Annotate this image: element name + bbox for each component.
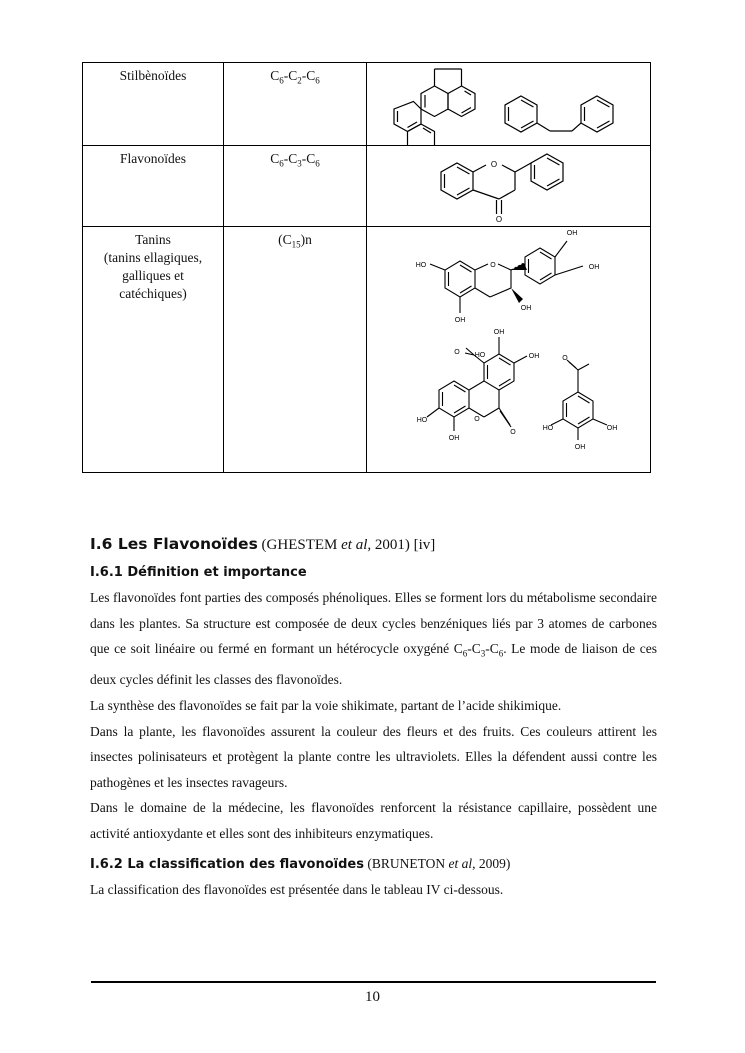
svg-text:OH: OH (493, 329, 505, 336)
section-heading: I.6 Les Flavonoïdes (GHESTEM et al, 2001) [iv] (90, 535, 436, 553)
table-row (83, 63, 651, 146)
svg-text:HO: HO (474, 352, 486, 359)
skeleton-cell (224, 63, 367, 146)
svg-text:O: O (495, 215, 503, 224)
svg-text:O: O (562, 355, 568, 362)
svg-text:O: O (510, 429, 516, 436)
class-name: Tanins (tanins ellagiques, galliques et catéchiques) (103, 232, 203, 301)
carbon-skeleton: $C_6-C_2-C_6$ (270, 68, 320, 86)
class-name-cell (83, 146, 224, 227)
flavonoid-structure-drawing (367, 146, 650, 226)
body-content (90, 533, 657, 902)
paragraph-synthesis: La synthèse des flavonoïdes se fait par la voie shikimate, partant de l’acide shikimique. (90, 698, 562, 714)
skeleton-cell (224, 146, 367, 227)
polyphenol-classes-table (82, 62, 651, 473)
skeleton-cell (224, 227, 367, 473)
page-number: 10 (365, 989, 380, 1005)
svg-text:OH: OH (454, 317, 466, 324)
svg-text:OH: OH (448, 435, 460, 442)
class-name-cell (83, 227, 224, 473)
paragraph-definition: Les flavonoïdes font parties des composés phénoliques. Elles se forment lors du métabolisme secondaire dans les plantes. Sa structure est composée de deux cycles benzéniques liés par 3 atomes de carbones que ce soit linéaire ou fermé en formant un hétérocycle oxygéné $C_6-C_3-C_6$. Le mode de liaison de ces deux cycles définit les classes des flavonoïdes. (90, 590, 657, 688)
table-row (83, 227, 651, 473)
svg-text:OH: OH (588, 264, 600, 271)
subsection-heading-definition: I.6.1 Définition et importance (90, 565, 307, 580)
svg-text:OH: OH (606, 425, 618, 432)
structure-cell (367, 227, 651, 473)
svg-text:HO: HO (415, 262, 427, 269)
class-name-cell (83, 63, 224, 146)
stilbenoid-structure-drawing (367, 63, 650, 145)
paragraph-plant-role: Dans la plante, les flavonoïdes assurent la couleur des fleurs et des fruits. Ces couleurs attirent les insectes polinisateurs et protègent la plante contre les ultraviolets. Elles la défendent aussi contre les pathogènes et les insectes ravageurs. (90, 723, 657, 790)
paragraph-medicine: Dans le domaine de la médecine, les flavonoïdes renforcent la résistance capillaire, possèdent une activité antioxydante et elles sont des inhibiteurs enzymatiques. (90, 800, 657, 842)
structure-cell (367, 146, 651, 227)
structure-cell (367, 63, 651, 146)
class-name: Flavonoïdes (120, 151, 186, 166)
footer-divider (91, 981, 656, 983)
paragraph-classification: La classification des flavonoïdes est présentée dans le tableau IV ci-dessous. (90, 881, 504, 897)
svg-text:HO: HO (542, 425, 554, 432)
table-row (83, 146, 651, 227)
subsection-heading-classification: I.6.2 La classification des flavonoïdes (BRUNETON et al, 2009) (90, 855, 511, 872)
carbon-skeleton: $C_6-C_3-C_6$ (270, 151, 320, 169)
svg-text:O: O (454, 349, 460, 356)
svg-text:OH: OH (520, 305, 532, 312)
svg-text:O: O (490, 160, 498, 169)
svg-text:OH: OH (566, 230, 578, 237)
class-name: Stilbènoïdes (119, 68, 187, 83)
svg-text:OH: OH (528, 353, 540, 360)
svg-text:O: O (490, 262, 496, 269)
svg-text:O: O (474, 416, 480, 423)
svg-text:OH: OH (574, 444, 586, 451)
svg-text:HO: HO (416, 417, 428, 424)
carbon-skeleton: $(C_{15})n$ (278, 232, 312, 250)
tannin-structures-drawing (367, 227, 650, 472)
